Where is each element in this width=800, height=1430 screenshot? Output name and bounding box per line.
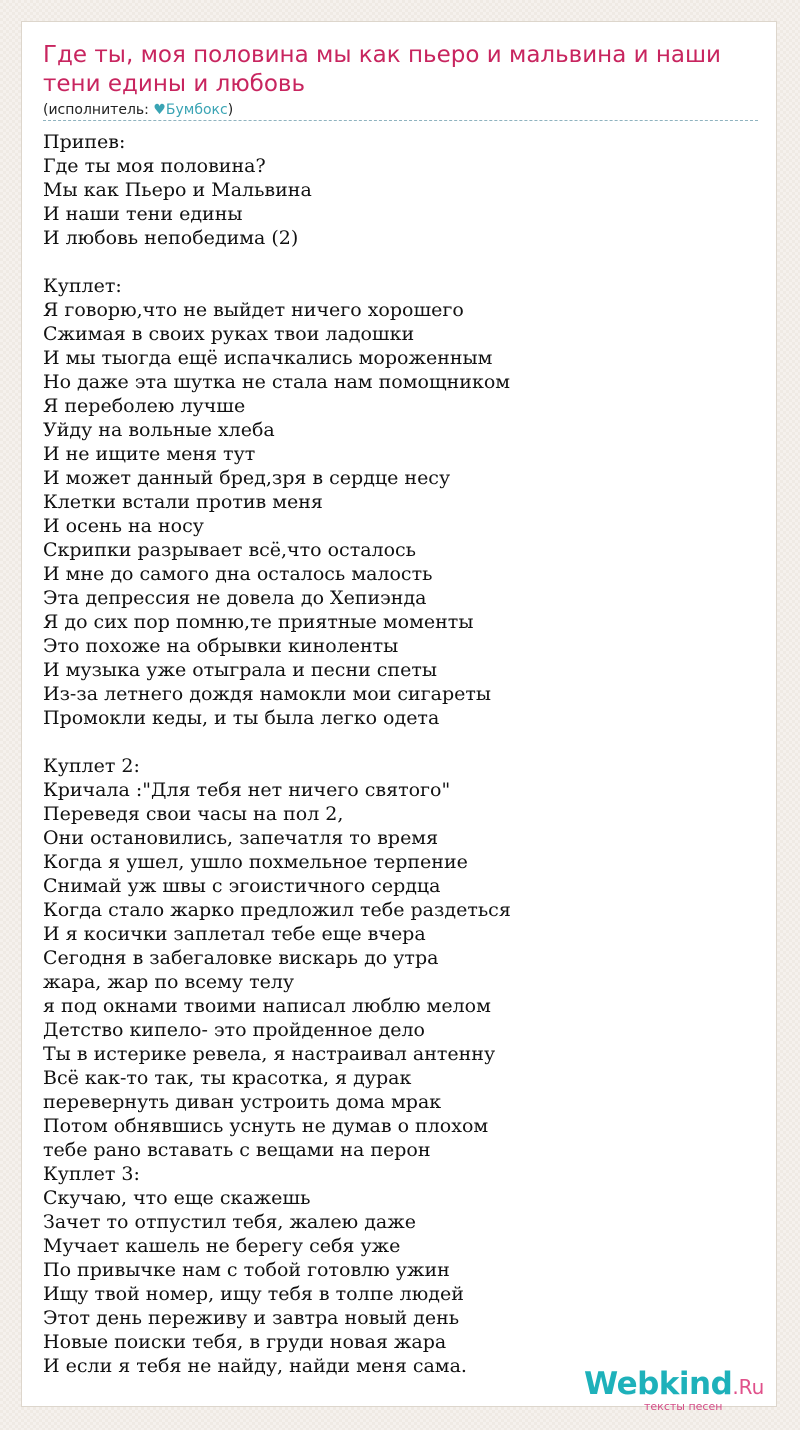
logo-tagline: тексты песен [644,1400,723,1413]
heart-icon: ♥ [153,102,166,118]
lyrics-card [21,21,777,1413]
artist-name: Бумбокс [165,102,228,118]
webkind-logo[interactable] [584,1367,784,1417]
performer-line [43,101,233,119]
song-title: Где ты, моя половина мы как пьеро и мальвина и наши тени едины и любовь [43,42,721,97]
performer-suffix: ) [227,102,234,118]
logo-brand-tld: .Ru [732,1375,765,1399]
dashed-divider [43,120,758,121]
performer-prefix: (исполнитель: [43,102,154,118]
logo-brand-main: Webkind [584,1366,733,1402]
lyrics-text: Припев: Где ты моя половина? Мы как Пьеро и Мальвина И наши тени едины И любовь непобедима (2) Куплет: Я говорю,что не выйдет ничего хорошего Сжимая в своих руках твои ладошки И мы тыогда ещё испачкались мороженным Но даже эта шутка не стала нам помощником Я переболею лучше Уйду на вольные хлеба И не ищите меня тут И может данный бред,зря в сердце несу Клетки встали против меня И осень на носу Скрипки разрывает всё,что осталось И мне до самого дна осталось малость Эта депрессия не довела до Хепиэнда Я до сих пор помню,те приятные моменты Это похоже на обрывки киноленты И музыка уже отыграла и песни спеты Из-за летнего дождя намокли мои сигареты Промокли кеды, и ты была легко одета Куплет 2: Кричала :"Для тебя нет ничего святого" Переведя свои часы на пол 2, Они остановились, запечатля то время Когда я ушел, ушло похмельное терпение Снимай уж швы с эгоистичного сердца Когда стало жарко предложил тебе раздеться И я косички заплетал тебе еще вчера Сегодня в забегаловке вискарь до утра жара, жар по всему телу я под окнами твоими написал люблю мелом Детство кипело- это пройденное дело Ты в истерике ревела, я настраивал антенну Всё как-то так, ты красотка, я дурак перевернуть диван устроить дома мрак Потом обнявшись уснуть не думав о плохом тебе рано вставать с вещами на перон Куплет 3: Скучаю, что еще скажешь Зачет то отпустил тебя, жалею даже Мучает кашель не берегу себя уже По привычке нам с тобой готовлю ужин Ищу твой номер, ищу тебя в толпе людей Этот день переживу и завтра новый день Новые поиски тебя, в груди новая жара И если я тебя не найду, найди меня сама. [43,131,511,1377]
artist-link[interactable] [153,102,227,118]
